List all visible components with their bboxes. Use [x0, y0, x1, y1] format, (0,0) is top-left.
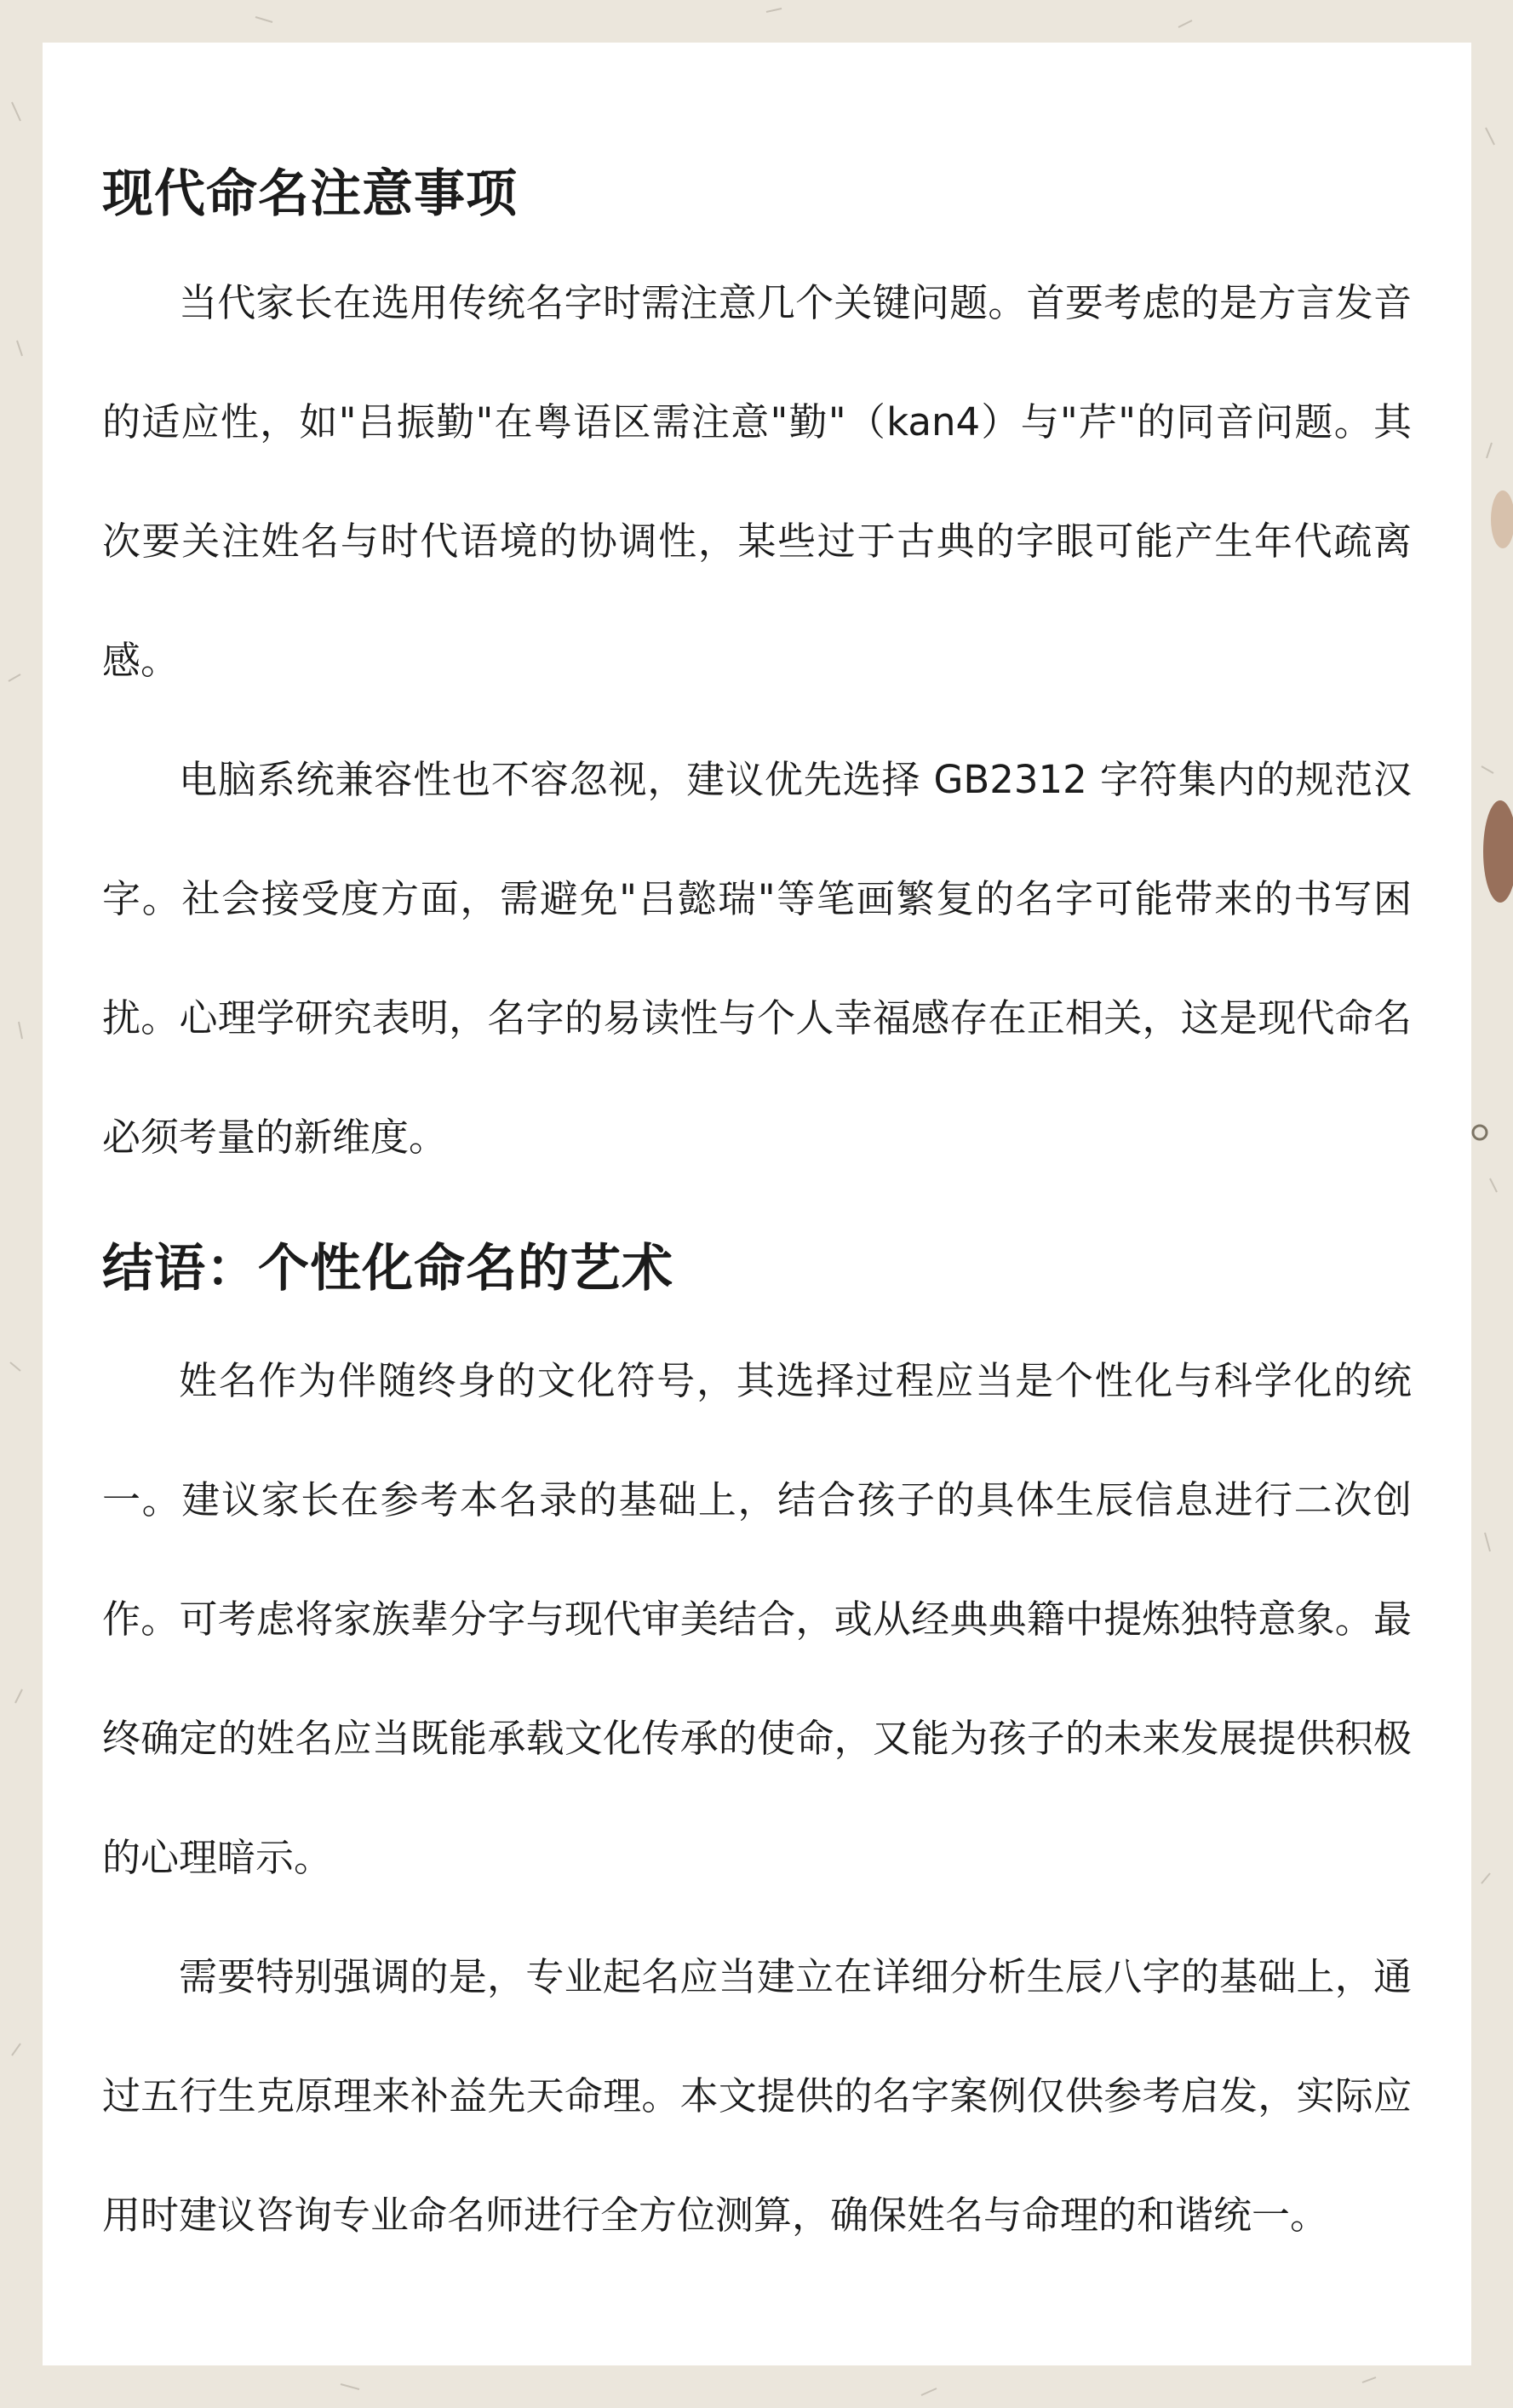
- article-card: [43, 43, 1471, 2365]
- paragraph: 电脑系统兼容性也不容忽视，建议优先选择 GB2312 字符集内的规范汉字。社会接受度方面，需避免"吕懿瑞"等笔画繁复的名字可能带来的书写困扰。心理学研究表明，名字的易读性与个人幸福感存在正相关，这是现代命名必须考量的新维度。: [102, 757, 1412, 1160]
- section-title-conclusion: 结语：个性化命名的艺术: [102, 1239, 673, 1299]
- section-title-modern-naming: 现代命名注意事项: [102, 164, 518, 224]
- paragraph: 需要特别强调的是，专业起名应当建立在详细分析生辰八字的基础上，通过五行生克原理来补益先天命理。本文提供的名字案例仅供参考启发，实际应用时建议咨询专业命名师进行全方位测算，确保姓名与命理的和谐统一。: [102, 1954, 1412, 2238]
- paragraph: 当代家长在选用传统名字时需注意几个关键问题。首要考虑的是方言发音的适应性，如"吕振勤"在粤语区需注意"勤"（kan4）与"芹"的同音问题。其次要关注姓名与时代语境的协调性，某些过于古典的字眼可能产生年代疏离感。: [102, 280, 1412, 683]
- paragraph: 姓名作为伴随终身的文化符号，其选择过程应当是个性化与科学化的统一。建议家长在参考本名录的基础上，结合孩子的具体生辰信息进行二次创作。可考虑将家族辈分字与现代审美结合，或从经典典籍中提炼独特意象。最终确定的姓名应当既能承载文化传承的使命，又能为孩子的未来发展提供积极的心理暗示。: [102, 1358, 1412, 1880]
